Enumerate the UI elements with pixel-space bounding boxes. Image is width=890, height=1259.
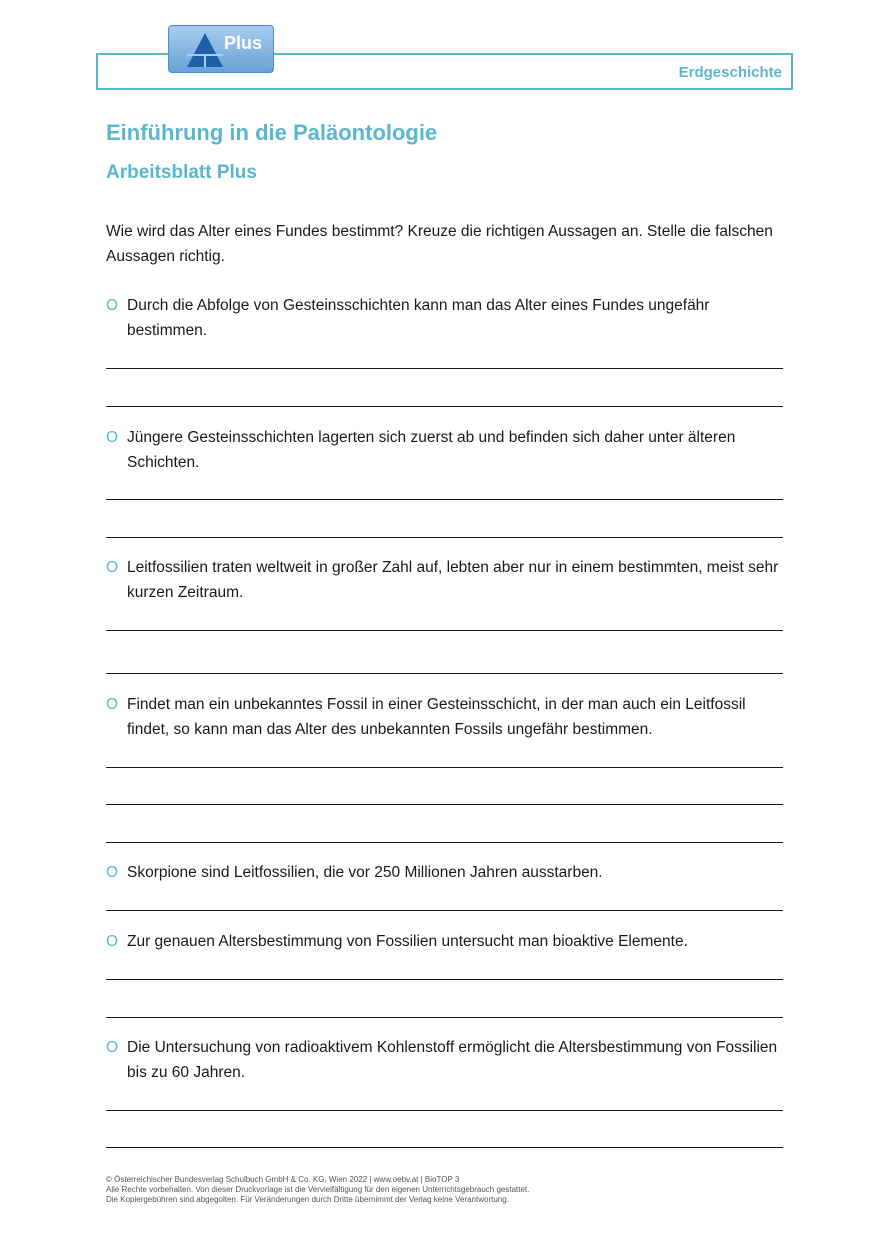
checkbox-circle[interactable]: O — [106, 429, 119, 446]
statement-7 — [106, 1035, 786, 1085]
statement-3 — [106, 555, 786, 605]
statement-text: Findet man ein unbekanntes Fossil in einer Gesteinsschicht, in der man auch ein Leitfossil findet, so kann man das Alter des unbekannten Fossils ungefähr bestimmen. — [127, 696, 746, 738]
answer-line[interactable] — [106, 630, 783, 631]
statement-4 — [106, 692, 786, 742]
answer-line[interactable] — [106, 499, 783, 500]
instructions: Wie wird das Alter eines Fundes bestimmt? Kreuze die richtigen Aussagen an. Stelle die falschen Aussagen richtig. — [106, 223, 773, 265]
statement-2 — [106, 425, 786, 475]
footer-rights: Alle Rechte vorbehalten. Von dieser Druckvorlage ist die Vervielfältigung für den eigenen Unterrichtsgebrauch gestattet. — [106, 1185, 530, 1194]
answer-line[interactable] — [106, 979, 783, 980]
statement-5 — [106, 860, 786, 885]
answer-line[interactable] — [106, 368, 783, 369]
checkbox-circle[interactable]: O — [106, 696, 119, 713]
checkbox-circle[interactable]: O — [106, 297, 119, 314]
checkbox-circle[interactable]: O — [106, 559, 119, 576]
statement-6 — [106, 929, 786, 954]
answer-line[interactable] — [106, 406, 783, 407]
page-subtitle: Arbeitsblatt Plus — [106, 162, 257, 183]
footer-copyright: © Österreichischer Bundesverlag Schulbuch GmbH & Co. KG, Wien 2022 | www.oebv.at | BioTOP 3 — [106, 1175, 460, 1184]
plus-logo — [168, 25, 274, 73]
statement-text: Skorpione sind Leitfossilien, die vor 250 Millionen Jahren ausstarben. — [127, 864, 603, 881]
statement-text: Jüngere Gesteinsschichten lagerten sich zuerst ab und befinden sich daher unter älteren Schichten. — [127, 429, 736, 471]
answer-line[interactable] — [106, 537, 783, 538]
answer-line[interactable] — [106, 673, 783, 674]
answer-line[interactable] — [106, 767, 783, 768]
triangle-logo-icon — [185, 31, 225, 69]
answer-line[interactable] — [106, 804, 783, 805]
footer — [106, 1175, 806, 1205]
statement-text: Durch die Abfolge von Gesteinsschichten kann man das Alter eines Fundes ungefähr bestimmen. — [127, 297, 710, 339]
statement-1 — [106, 293, 786, 343]
answer-line[interactable] — [106, 1110, 783, 1111]
logo-text: Plus — [224, 33, 263, 53]
checkbox-circle[interactable]: O — [106, 1039, 119, 1056]
answer-line[interactable] — [106, 842, 783, 843]
checkbox-circle[interactable]: O — [106, 864, 119, 881]
checkbox-circle[interactable]: O — [106, 933, 119, 950]
footer-disclaimer: Die Kopiergebühren sind abgegolten. Für Veränderungen durch Dritte übernimmt der Verlag keine Verantwortung. — [106, 1195, 509, 1204]
category-label: Erdgeschichte — [678, 64, 782, 81]
statement-text: Die Untersuchung von radioaktivem Kohlenstoff ermöglicht die Altersbestimmung von Fossilien bis zu 60 Jahren. — [127, 1039, 778, 1081]
answer-line[interactable] — [106, 910, 783, 911]
statement-text: Zur genauen Altersbestimmung von Fossilien untersucht man bioaktive Elemente. — [127, 933, 688, 950]
answer-line[interactable] — [106, 1017, 783, 1018]
answer-line[interactable] — [106, 1147, 783, 1148]
page-title: Einführung in die Paläontologie — [106, 120, 438, 145]
statement-text: Leitfossilien traten weltweit in großer Zahl auf, lebten aber nur in einem bestimmten, meist sehr kurzen Zeitraum. — [127, 559, 779, 601]
